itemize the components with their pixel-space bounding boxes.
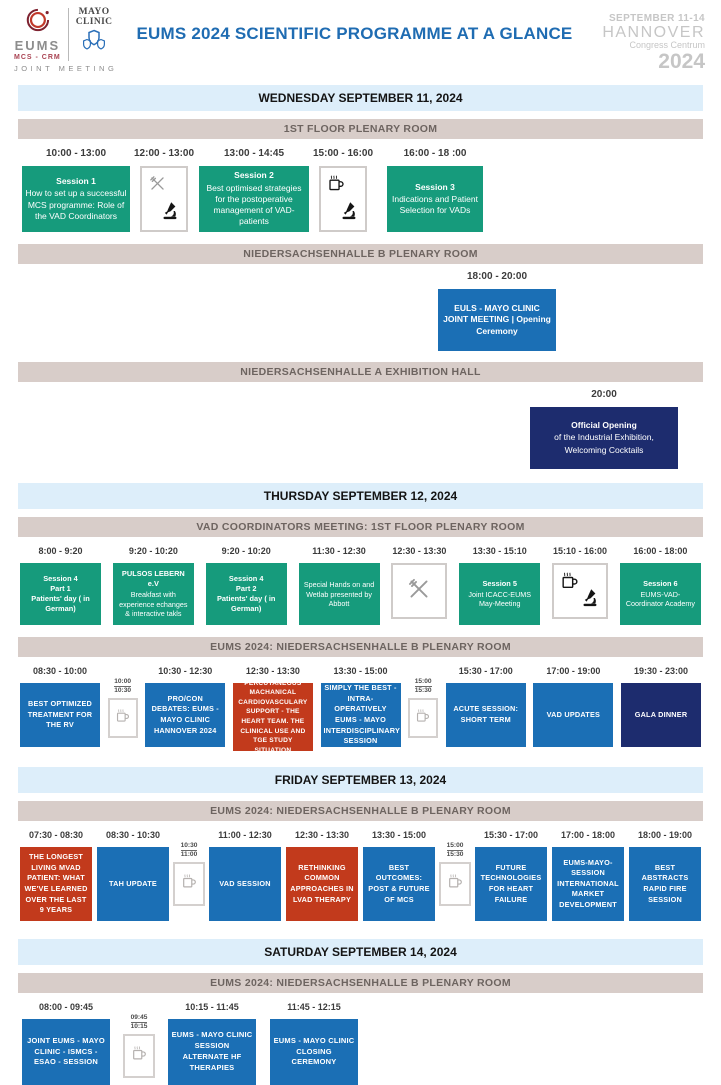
event-column (299, 546, 380, 625)
room-band-exhibition-hall: NIEDERSACHSENHALLE A EXHIBITION HALL (18, 362, 703, 382)
time-label: 10:15 - 11:45 (185, 1002, 239, 1012)
mayo-wordmark: MAYO CLINIC (75, 7, 113, 27)
session-block (20, 683, 100, 747)
time-label: 17:00 - 19:00 (546, 666, 601, 676)
microscope-icon (580, 587, 601, 613)
time-label: 10:30 - 12:30 (158, 666, 213, 676)
break-column (108, 666, 138, 738)
eums-mayo-logo (14, 8, 122, 73)
event-column (475, 830, 547, 921)
coffee-break-box (439, 862, 471, 906)
coffee-cup-icon (131, 1045, 148, 1067)
session-block (459, 563, 540, 625)
session-body: THE LONGEST LIVING MVAD PATIENT: WHAT WE'VE LEARNED OVER THE LAST 9 YEARS (24, 852, 88, 915)
session-block (299, 563, 380, 625)
session-block (145, 683, 225, 747)
break-column (408, 666, 438, 738)
break-time-label: 15:00 15:30 (414, 678, 432, 695)
event-column (446, 666, 526, 747)
cutlery-icon (148, 174, 167, 198)
event-column (20, 666, 100, 747)
time-label: 16:00 - 18:00 (633, 546, 688, 556)
event-column (286, 830, 358, 921)
session-body: EUMS - MAYO CLINIC CLOSING CEREMONY (273, 1035, 355, 1067)
time-label: 13:30 - 15:10 (472, 546, 527, 556)
coffee-break-box (319, 166, 367, 232)
time-label: 10:00 - 13:00 (45, 148, 107, 159)
coffee-break-box (552, 563, 608, 619)
room-band-halle-b: NIEDERSACHSENHALLE B PLENARY ROOM (18, 244, 703, 264)
time-label: 19:30 - 23:00 (633, 666, 689, 676)
session-body: ACUTE SESSION: SHORT TERM (453, 704, 519, 724)
coffee-cup-icon (115, 708, 131, 729)
session-block (270, 1019, 358, 1085)
event-column (552, 830, 624, 921)
time-label: 9:20 - 10:20 (221, 546, 271, 556)
venue-dates: SEPTEMBER 11-14 (608, 13, 705, 24)
room-band-vad-coordinators: VAD COORDINATORS MEETING: 1ST FLOOR PLENARY ROOM (18, 517, 703, 537)
event-column (145, 666, 225, 747)
session-line: Official Opening (571, 420, 637, 431)
event-column (629, 830, 701, 921)
session-title: Session 4 (43, 574, 78, 584)
session-body: RETHINKING COMMON APPROACHES IN LVAD THERAPY (290, 862, 354, 904)
event-column (168, 1002, 256, 1085)
session-block (22, 1019, 110, 1085)
session-body: EUMS-VAD-Coordinator Academy (625, 589, 695, 609)
session-body: BEST OUTCOMES: POST & FUTURE OF MCS (368, 862, 430, 904)
break-column (133, 148, 195, 232)
day-band-thursday: THURSDAY SEPTEMBER 12, 2024 (18, 483, 703, 509)
session-body: Best optimised strategies for the postoperative management of VAD-patients (206, 182, 302, 227)
wednesday-sessions-row (0, 148, 721, 232)
session-body: FUTURE TECHNOLOGIES FOR HEART FAILURE (480, 862, 542, 904)
session-subtitle: Part 2 (235, 584, 257, 594)
gala-dinner-block (621, 683, 701, 747)
session-block (620, 563, 701, 625)
coffee-cup-icon (181, 873, 198, 895)
event-column (620, 546, 701, 625)
event-column (97, 830, 169, 921)
session-subtitle: Part 1 (50, 584, 71, 594)
time-label: 07:30 - 08:30 (28, 830, 84, 840)
time-label: 12:30 - 13:30 (392, 546, 447, 556)
session-body: BEST OPTIMIZED TREATMENT FOR THE RV (27, 699, 93, 730)
eums-wordmark: EUMS (14, 38, 61, 53)
event-column (270, 1002, 358, 1085)
microscope-icon (339, 200, 360, 226)
time-label: 16:00 - 18 :00 (403, 148, 467, 159)
event-column (621, 666, 701, 747)
session-body: BEST ABSTRACTS RAPID FIRE SESSION (641, 862, 689, 904)
coffee-break-box (408, 698, 438, 738)
eums-logo (14, 8, 68, 61)
session-block (475, 847, 547, 921)
session-body: Indications and Patient Selection for VADs (391, 193, 478, 216)
session-body: EULS - MAYO CLINIC JOINT MEETING | Opening Ceremony (443, 303, 551, 336)
opening-ceremony-section (0, 271, 721, 351)
break-time-label: 15:00 15:30 (446, 842, 464, 859)
time-label: 11:00 - 12:30 (218, 830, 272, 840)
break-column (174, 830, 204, 906)
time-label: 15:30 - 17:00 (483, 830, 539, 840)
time-label: 12:30 - 13:30 (294, 830, 350, 840)
time-label: 12:30 - 13:30 (245, 666, 300, 676)
coffee-cup-icon (447, 873, 464, 895)
event-column (387, 148, 483, 232)
event-column (113, 546, 194, 625)
event-column (20, 546, 101, 625)
session-body: VAD SESSION (219, 878, 271, 888)
coffee-cup-icon (415, 708, 431, 729)
session-block (22, 166, 130, 232)
event-column (233, 666, 313, 754)
event-column (22, 148, 130, 232)
page-header (0, 0, 721, 75)
session-block (363, 847, 435, 921)
coffee-cup-icon (327, 174, 346, 198)
time-label: 18:00 - 19:00 (637, 830, 693, 840)
venue-info (587, 8, 705, 73)
session-title: Session 2 (234, 170, 274, 181)
event-column (206, 546, 287, 625)
exhibition-opening-section (0, 389, 721, 469)
session-block (533, 683, 613, 747)
session-block (113, 563, 194, 625)
session-body: EUMS - MAYO CLINIC SESSION ALTERNATE HF THERAPIES (171, 1030, 253, 1072)
break-column (440, 830, 470, 906)
session-title: Session 3 (415, 181, 455, 192)
break-time-label: 09:45 10:15 (130, 1014, 148, 1031)
session-block (209, 847, 281, 921)
session-body: Breakfast with experience echanges & interactive takls (119, 590, 188, 619)
session-line: Welcoming Cocktails (564, 444, 644, 455)
session-block (233, 679, 313, 754)
event-column (22, 1002, 110, 1085)
coffee-break-box (108, 698, 138, 738)
mayo-shields-icon (81, 28, 107, 54)
break-time-label: 10:00 10:30 (114, 678, 132, 695)
page-title: EUMS 2024 SCIENTIFIC PROGRAMME AT A GLANCE (136, 24, 573, 43)
session-body: Joint ICACC-EUMS May-Meeting (468, 589, 532, 609)
time-label: 18:00 - 20:00 (466, 271, 528, 282)
session-title: Session 6 (643, 579, 678, 589)
time-label: 15:10 - 16:00 (553, 546, 608, 556)
coffee-cup-icon (560, 571, 580, 596)
time-label: 9:20 - 10:20 (128, 546, 178, 556)
session-body: JOINT EUMS - MAYO CLINIC - ISMCS - ESAO - SESSION (27, 1035, 105, 1067)
mayo-clinic-logo (68, 8, 113, 61)
thursday-eums-row (0, 666, 721, 754)
room-band-eums-friday: EUMS 2024: NIEDERSACHSENHALLE B PLENARY ROOM (18, 801, 703, 821)
session-block (321, 683, 401, 747)
session-block (97, 847, 169, 921)
session-body: EUMS-MAYO-SESSION INTERNATIONAL MARKET DEVELOPMENT (557, 857, 619, 909)
session-block (168, 1019, 256, 1085)
session-body: PERCUTANEOUS MACHANICAL CARDIOVASCULARY SUPPORT - THE HEART TEAM. THE CLINICAL USE AND TGE STUDY SITUATION (238, 679, 308, 754)
session-body: SIMPLY THE BEST - INTRA-OPERATIVELY EUMS - MAYO INTERDISCIPLINARY SESSION (323, 683, 401, 746)
time-label: 17:00 - 18:00 (560, 830, 616, 840)
session-block (20, 847, 92, 921)
day-band-saturday: SATURDAY SEPTEMBER 14, 2024 (18, 939, 703, 965)
event-column (459, 546, 540, 625)
session-body: TAH UPDATE (109, 878, 157, 888)
lunch-break-box (140, 166, 188, 232)
session-block (199, 166, 309, 232)
room-band-eums-saturday: EUMS 2024: NIEDERSACHSENHALLE B PLENARY ROOM (18, 973, 703, 993)
eums-swirl-icon (22, 8, 52, 32)
time-label: 08:30 - 10:00 (32, 666, 88, 676)
break-column (312, 148, 374, 232)
break-time-label: 10:30 11:00 (180, 842, 198, 859)
friday-row (0, 830, 721, 921)
session-block (286, 847, 358, 921)
time-label: 11:45 - 12:15 (287, 1002, 341, 1012)
event-column (199, 148, 309, 232)
time-label: 15:30 - 17:00 (458, 666, 513, 676)
break-column (552, 546, 608, 619)
session-block (20, 563, 101, 625)
break-column (124, 1002, 154, 1078)
time-label: 13:30 - 15:00 (333, 666, 388, 676)
time-label: 20:00 (591, 389, 617, 400)
break-column (391, 546, 447, 619)
session-title: Session 4 (228, 574, 264, 584)
coffee-break-box (173, 862, 205, 906)
cutlery-icon (406, 576, 432, 607)
event-column (209, 830, 281, 921)
time-label: 15:00 - 16:00 (312, 148, 374, 159)
opening-ceremony-block (438, 289, 556, 351)
session-body: How to set up a successful MCS programme: Role of the VAD Coordinators (25, 188, 127, 221)
session-block (552, 847, 624, 921)
session-line: of the Industrial Exhibition, (554, 432, 654, 443)
session-block (387, 166, 483, 232)
time-label: 8:00 - 9:20 (38, 546, 83, 556)
event-column (321, 666, 401, 747)
room-band-eums-thursday: EUMS 2024: NIEDERSACHSENHALLE B PLENARY ROOM (18, 637, 703, 657)
session-block (629, 847, 701, 921)
session-block (446, 683, 526, 747)
session-body: VAD UPDATES (546, 709, 601, 719)
session-title: PULSOS LEBERN e.V (121, 569, 185, 589)
venue-place: Congress Centrum (629, 40, 705, 51)
event-column (530, 389, 678, 469)
microscope-icon (160, 200, 181, 226)
event-column (533, 666, 613, 747)
lunch-break-box (391, 563, 447, 619)
session-body: Special Hands on and Wetlab presented by Abbott (303, 580, 375, 609)
mcs-crm-label: MCS - CRM (14, 54, 61, 61)
time-label: 08:30 - 10:30 (105, 830, 161, 840)
session-title: Session 1 (56, 176, 96, 187)
day-band-friday: FRIDAY SEPTEMBER 13, 2024 (18, 767, 703, 793)
session-body: Patients' day ( in German) (31, 594, 90, 613)
saturday-row (0, 1002, 721, 1085)
day-band-wednesday: WEDNESDAY SEPTEMBER 11, 2024 (18, 85, 703, 111)
room-band-1st-floor: 1ST FLOOR PLENARY ROOM (18, 119, 703, 139)
session-body: Patients' day ( in German) (216, 594, 276, 613)
event-column (363, 830, 435, 921)
session-body: GALA DINNER (634, 709, 688, 719)
joint-meeting-label: JOINT MEETING (14, 64, 118, 73)
venue-year: 2024 (658, 49, 705, 73)
session-title: Session 5 (482, 579, 517, 589)
venue-city: HANNOVER (602, 23, 705, 41)
time-label: 11:30 - 12:30 (312, 546, 366, 556)
time-label: 13:00 - 14:45 (223, 148, 285, 159)
time-label: 08:00 - 09:45 (38, 1002, 94, 1012)
session-block (206, 563, 287, 625)
event-column (20, 830, 92, 921)
time-label: 13:30 - 15:00 (371, 830, 427, 840)
thursday-vad-row (0, 546, 721, 625)
coffee-break-box (123, 1034, 155, 1078)
session-body: PRO/CON DEBATES: EUMS - MAYO CLINIC HANNOVER 2024 (151, 693, 219, 735)
event-column (438, 271, 556, 351)
time-label: 12:00 - 13:00 (133, 148, 195, 159)
exhibition-opening-block (530, 407, 678, 469)
